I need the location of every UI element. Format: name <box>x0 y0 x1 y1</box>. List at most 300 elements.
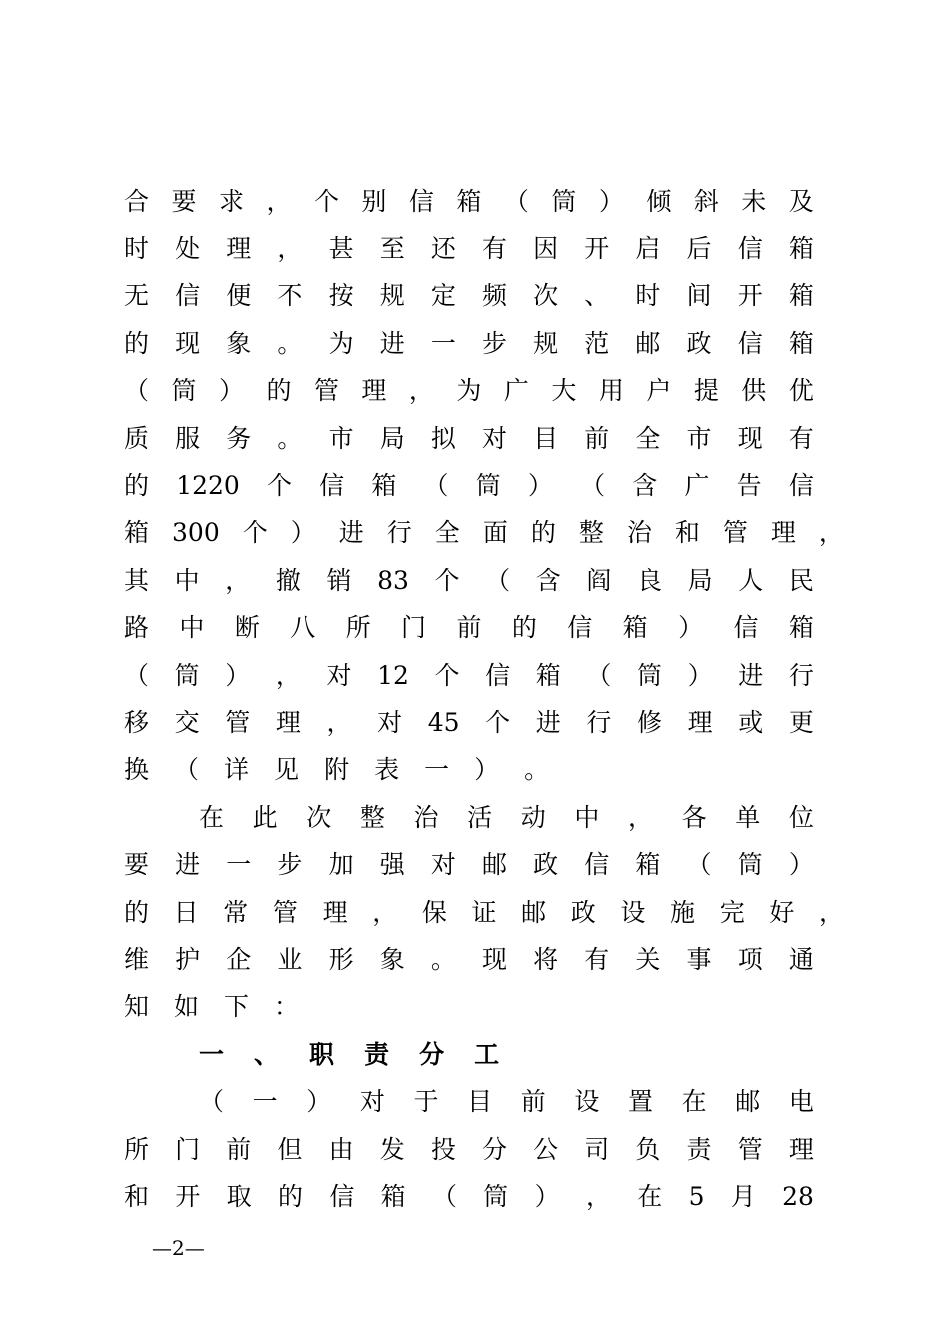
glyph: ， <box>408 376 434 406</box>
glyph: 电 <box>788 1087 814 1117</box>
glyph: 对 <box>359 1087 385 1117</box>
glyph: 箱 <box>371 471 397 501</box>
glyph: ） <box>225 660 251 690</box>
glyph: 提 <box>693 376 719 406</box>
glyph: 管 <box>272 897 298 927</box>
glyph: 务 <box>226 423 252 453</box>
glyph: 进 <box>379 328 405 358</box>
glyph: 管 <box>313 376 339 406</box>
glyph: 日 <box>173 897 199 927</box>
glyph: 分 <box>481 1134 507 1164</box>
glyph: ， <box>818 518 844 548</box>
glyph: （ <box>686 850 712 880</box>
glyph: 前 <box>456 613 482 643</box>
glyph: 人 <box>738 565 764 595</box>
glyph: ） <box>598 186 624 216</box>
glyph: 治 <box>413 802 439 832</box>
glyph: 更 <box>788 707 814 737</box>
glyph: 、 <box>254 1039 280 1069</box>
glyph: 信 <box>733 613 759 643</box>
glyph: 个 <box>266 471 292 501</box>
glyph: 箱 <box>635 850 661 880</box>
glyph: 所 <box>124 1134 150 1164</box>
glyph: 市 <box>328 423 354 453</box>
glyph: 好 <box>769 897 795 927</box>
glyph: 筒 <box>637 660 663 690</box>
glyph: 进 <box>535 707 561 737</box>
glyph: 83 <box>377 565 409 595</box>
glyph: 质 <box>124 423 150 453</box>
glyph: ） <box>534 1181 560 1211</box>
glyph: 前 <box>520 1087 546 1117</box>
glyph: 前 <box>226 1134 252 1164</box>
glyph: 筒 <box>171 376 197 406</box>
glyph: 动 <box>520 802 546 832</box>
text-line <box>124 1173 814 1220</box>
glyph: 附 <box>324 755 350 785</box>
paragraph-first-line <box>124 794 814 841</box>
glyph: 工 <box>474 1039 500 1069</box>
glyph: 对 <box>377 707 403 737</box>
glyph: 信 <box>788 471 814 501</box>
glyph: 箱 <box>124 518 150 548</box>
text-line <box>124 462 814 509</box>
glyph: 箱 <box>535 660 561 690</box>
glyph: 。 <box>277 423 303 453</box>
glyph: 目 <box>467 1087 493 1117</box>
glyph: 和 <box>124 1181 150 1211</box>
text-line <box>124 415 814 462</box>
glyph: 个 <box>434 660 460 690</box>
glyph: ， <box>585 1181 611 1211</box>
glyph: 有 <box>584 944 610 974</box>
glyph: 箱 <box>456 186 482 216</box>
glyph: ， <box>277 234 303 264</box>
glyph: 现 <box>737 423 763 453</box>
glyph: 治 <box>626 518 652 548</box>
glyph: 管 <box>737 1134 763 1164</box>
glyph: 中 <box>179 613 205 643</box>
text-line <box>124 225 814 272</box>
glyph: 次 <box>533 281 559 311</box>
glyph: 取 <box>226 1181 252 1211</box>
glyph: 政 <box>570 897 596 927</box>
glyph: 处 <box>175 234 201 264</box>
glyph: 用 <box>598 376 624 406</box>
glyph: 行 <box>586 707 612 737</box>
glyph: 见 <box>274 755 300 785</box>
glyph: 设 <box>620 897 646 927</box>
glyph: 市 <box>686 423 712 453</box>
glyph: 箱 <box>788 234 814 264</box>
glyph: 的 <box>266 376 292 406</box>
glyph: 按 <box>328 281 354 311</box>
glyph: 便 <box>226 281 252 311</box>
text-line <box>124 510 844 557</box>
glyph: 为 <box>456 376 482 406</box>
glyph: 职 <box>309 1039 335 1069</box>
glyph: 信 <box>567 613 593 643</box>
glyph: 和 <box>674 518 700 548</box>
glyph: 局 <box>687 565 713 595</box>
glyph: 未 <box>741 186 767 216</box>
glyph: ） <box>788 850 814 880</box>
glyph: （ <box>431 1181 457 1211</box>
glyph: 行 <box>386 518 412 548</box>
paragraph-first-line <box>124 1078 814 1125</box>
glyph: 信 <box>319 471 345 501</box>
glyph: 及 <box>788 186 814 216</box>
glyph: 月 <box>730 1181 756 1211</box>
glyph: 筒 <box>174 660 200 690</box>
glyph: 开 <box>175 1181 201 1211</box>
glyph: 广 <box>503 376 529 406</box>
glyph: 要 <box>124 850 150 880</box>
text-line <box>124 936 814 983</box>
glyph: 大 <box>551 376 577 406</box>
glyph: 开 <box>584 234 610 264</box>
glyph: 司 <box>584 1134 610 1164</box>
glyph: 箱 <box>622 613 648 643</box>
glyph: 面 <box>482 518 508 548</box>
glyph: （ <box>124 660 150 690</box>
text-line <box>124 699 814 746</box>
glyph: 进 <box>175 850 201 880</box>
glyph: 加 <box>328 850 354 880</box>
glyph: 管 <box>225 707 251 737</box>
glyph: 在 <box>681 1087 707 1117</box>
glyph: 或 <box>738 707 764 737</box>
glyph: 业 <box>277 944 303 974</box>
glyph: 开 <box>737 281 763 311</box>
glyph: 局 <box>379 423 405 453</box>
glyph: 箱 <box>788 281 814 311</box>
glyph: 表 <box>374 755 400 785</box>
glyph: 理 <box>788 1134 814 1164</box>
glyph: 分 <box>419 1039 445 1069</box>
glyph: 进 <box>338 518 364 548</box>
glyph: 的 <box>124 897 150 927</box>
glyph: 步 <box>481 328 507 358</box>
glyph: ） <box>306 1087 332 1117</box>
glyph: 路 <box>124 613 150 643</box>
glyph: 邮 <box>635 328 661 358</box>
text-line <box>124 368 814 415</box>
glyph: 范 <box>584 328 610 358</box>
glyph: 企 <box>226 944 252 974</box>
glyph: 事 <box>686 944 712 974</box>
glyph: 个 <box>313 186 339 216</box>
glyph: 如 <box>174 992 200 1022</box>
glyph: 护 <box>175 944 201 974</box>
glyph: ， <box>372 897 398 927</box>
glyph: 下 <box>224 992 250 1022</box>
glyph: 筒 <box>737 850 763 880</box>
glyph: 中 <box>174 565 200 595</box>
glyph: 的 <box>511 613 537 643</box>
text-line <box>124 652 814 699</box>
glyph: 一 <box>226 850 252 880</box>
glyph: 定 <box>430 281 456 311</box>
text-line <box>124 841 814 888</box>
glyph: 常 <box>223 897 249 927</box>
glyph: 。 <box>524 755 550 785</box>
glyph: （ <box>485 565 511 595</box>
text-line <box>124 320 814 367</box>
glyph: 拟 <box>430 423 456 453</box>
page-number: —2— <box>152 1236 205 1260</box>
glyph: 一 <box>199 1039 225 1069</box>
glyph: 理 <box>770 518 796 548</box>
glyph: ） <box>290 518 316 548</box>
glyph: 的 <box>530 518 556 548</box>
glyph: 1220 <box>176 471 240 501</box>
text-line <box>124 889 844 936</box>
text-line <box>124 178 814 225</box>
glyph: 保 <box>421 897 447 927</box>
glyph: 负 <box>635 1134 661 1164</box>
glyph: 门 <box>175 1134 201 1164</box>
glyph: 管 <box>722 518 748 548</box>
glyph: 的 <box>124 471 150 501</box>
glyph: 阎 <box>586 565 612 595</box>
glyph: 门 <box>401 613 427 643</box>
glyph: 理 <box>322 897 348 927</box>
glyph: 倾 <box>646 186 672 216</box>
glyph: 强 <box>379 850 405 880</box>
glyph: 供 <box>741 376 767 406</box>
glyph: 责 <box>364 1039 390 1069</box>
glyph: 象 <box>379 944 405 974</box>
glyph: 信 <box>175 281 201 311</box>
glyph: 中 <box>574 802 600 832</box>
glyph: 项 <box>737 944 763 974</box>
glyph: 的 <box>124 328 150 358</box>
glyph: 位 <box>788 802 814 832</box>
glyph: 通 <box>788 944 814 974</box>
glyph: （ <box>586 660 612 690</box>
text-line <box>124 557 814 604</box>
glyph: ， <box>326 707 352 737</box>
glyph: 优 <box>788 376 814 406</box>
glyph: 对 <box>481 423 507 453</box>
glyph: 进 <box>738 660 764 690</box>
glyph: 其 <box>124 565 150 595</box>
glyph: 规 <box>379 281 405 311</box>
glyph: 公 <box>533 1134 559 1164</box>
glyph: 邮 <box>735 1087 761 1117</box>
glyph: 告 <box>736 471 762 501</box>
glyph: 关 <box>635 944 661 974</box>
glyph: 含 <box>535 565 561 595</box>
glyph: ） <box>527 471 553 501</box>
glyph: 目 <box>533 423 559 453</box>
glyph: 将 <box>533 944 559 974</box>
glyph: 全 <box>635 423 661 453</box>
glyph: 理 <box>687 707 713 737</box>
glyph: （ <box>199 1087 225 1117</box>
glyph: 启 <box>635 234 661 264</box>
glyph: 良 <box>637 565 663 595</box>
glyph: 有 <box>788 423 814 453</box>
glyph: 信 <box>485 660 511 690</box>
glyph: 施 <box>670 897 696 927</box>
glyph: 完 <box>719 897 745 927</box>
glyph: ） <box>474 755 500 785</box>
glyph: 45 <box>427 707 460 737</box>
glyph: 至 <box>379 234 405 264</box>
glyph: 为 <box>328 328 354 358</box>
glyph: 八 <box>290 613 316 643</box>
glyph: 行 <box>788 660 814 690</box>
glyph: 箱 <box>788 613 814 643</box>
glyph: 但 <box>277 1134 303 1164</box>
glyph: ） <box>687 660 713 690</box>
glyph: 个 <box>485 707 511 737</box>
glyph: 户 <box>646 376 672 406</box>
body-text <box>124 178 844 1221</box>
glyph: 由 <box>328 1134 354 1164</box>
section-heading <box>124 1031 814 1078</box>
glyph: 政 <box>533 850 559 880</box>
glyph: ， <box>818 897 844 927</box>
glyph: 政 <box>686 328 712 358</box>
glyph: 邮 <box>481 850 507 880</box>
glyph: 筒 <box>483 1181 509 1211</box>
glyph: 在 <box>637 1181 663 1211</box>
glyph: 甚 <box>328 234 354 264</box>
glyph: 次 <box>306 802 332 832</box>
glyph: （ <box>174 755 200 785</box>
text-line <box>124 747 814 794</box>
glyph: 有 <box>481 234 507 264</box>
glyph: 维 <box>124 944 150 974</box>
glyph: 别 <box>361 186 387 216</box>
glyph: （ <box>124 376 150 406</box>
glyph: ， <box>275 660 301 690</box>
glyph: 发 <box>379 1134 405 1164</box>
glyph: 断 <box>234 613 260 643</box>
glyph: 筒 <box>551 186 577 216</box>
glyph: 含 <box>632 471 658 501</box>
glyph: 。 <box>277 328 303 358</box>
glyph: 各 <box>681 802 707 832</box>
glyph: 不 <box>277 281 303 311</box>
glyph: 象 <box>226 328 252 358</box>
glyph: ） <box>218 376 244 406</box>
glyph: 还 <box>430 234 456 264</box>
glyph: 置 <box>628 1087 654 1117</box>
glyph: 现 <box>175 328 201 358</box>
glyph: 换 <box>124 755 150 785</box>
glyph: 信 <box>408 186 434 216</box>
glyph: 、 <box>584 281 610 311</box>
glyph: 于 <box>413 1087 439 1117</box>
text-line <box>124 273 814 320</box>
glyph: 邮 <box>521 897 547 927</box>
glyph: 筒 <box>475 471 501 501</box>
glyph: 信 <box>329 1181 355 1211</box>
glyph: 。 <box>430 944 456 974</box>
glyph: （ <box>580 471 606 501</box>
glyph: 所 <box>345 613 371 643</box>
glyph: 频 <box>481 281 507 311</box>
glyph: 证 <box>471 897 497 927</box>
glyph: 销 <box>326 565 352 595</box>
glyph: 合 <box>124 186 150 216</box>
glyph: 个 <box>242 518 268 548</box>
glyph: 12 <box>377 660 409 690</box>
glyph: ： <box>274 992 300 1022</box>
glyph: 步 <box>277 850 303 880</box>
glyph: 一 <box>424 755 450 785</box>
glyph: （ <box>503 186 529 216</box>
glyph: ， <box>225 565 251 595</box>
glyph: 的 <box>277 1181 303 1211</box>
glyph: 交 <box>174 707 200 737</box>
text-line <box>124 1126 814 1173</box>
glyph: 对 <box>326 660 352 690</box>
glyph: 信 <box>737 234 763 264</box>
glyph: 要 <box>171 186 197 216</box>
glyph: 理 <box>361 376 387 406</box>
glyph: 前 <box>584 423 610 453</box>
glyph: 在 <box>199 802 225 832</box>
glyph: 整 <box>578 518 604 548</box>
glyph: 此 <box>252 802 278 832</box>
glyph: 一 <box>252 1087 278 1117</box>
glyph: ， <box>628 802 654 832</box>
glyph: 修 <box>637 707 663 737</box>
glyph: 因 <box>533 234 559 264</box>
glyph: 一 <box>430 328 456 358</box>
glyph: 个 <box>434 565 460 595</box>
glyph: ， <box>266 186 292 216</box>
glyph: 后 <box>686 234 712 264</box>
glyph: 对 <box>430 850 456 880</box>
glyph: 撤 <box>275 565 301 595</box>
glyph: 活 <box>467 802 493 832</box>
glyph: 无 <box>124 281 150 311</box>
glyph: 现 <box>481 944 507 974</box>
glyph: 信 <box>584 850 610 880</box>
glyph: 理 <box>275 707 301 737</box>
glyph: 设 <box>574 1087 600 1117</box>
glyph: （ <box>423 471 449 501</box>
glyph: 规 <box>533 328 559 358</box>
glyph: 详 <box>224 755 250 785</box>
glyph: 责 <box>686 1134 712 1164</box>
text-line <box>124 984 814 1031</box>
glyph: 移 <box>124 707 150 737</box>
glyph: 单 <box>735 802 761 832</box>
glyph: 投 <box>430 1134 456 1164</box>
glyph: 形 <box>328 944 354 974</box>
glyph: 箱 <box>788 328 814 358</box>
glyph: 斜 <box>693 186 719 216</box>
glyph: 时 <box>635 281 661 311</box>
glyph: 整 <box>359 802 385 832</box>
glyph: 民 <box>788 565 814 595</box>
glyph: 服 <box>175 423 201 453</box>
glyph: 300 <box>172 518 220 548</box>
glyph: 理 <box>226 234 252 264</box>
glyph: 时 <box>124 234 150 264</box>
glyph: 知 <box>124 992 150 1022</box>
glyph: 求 <box>218 186 244 216</box>
glyph: 间 <box>686 281 712 311</box>
glyph: 全 <box>434 518 460 548</box>
